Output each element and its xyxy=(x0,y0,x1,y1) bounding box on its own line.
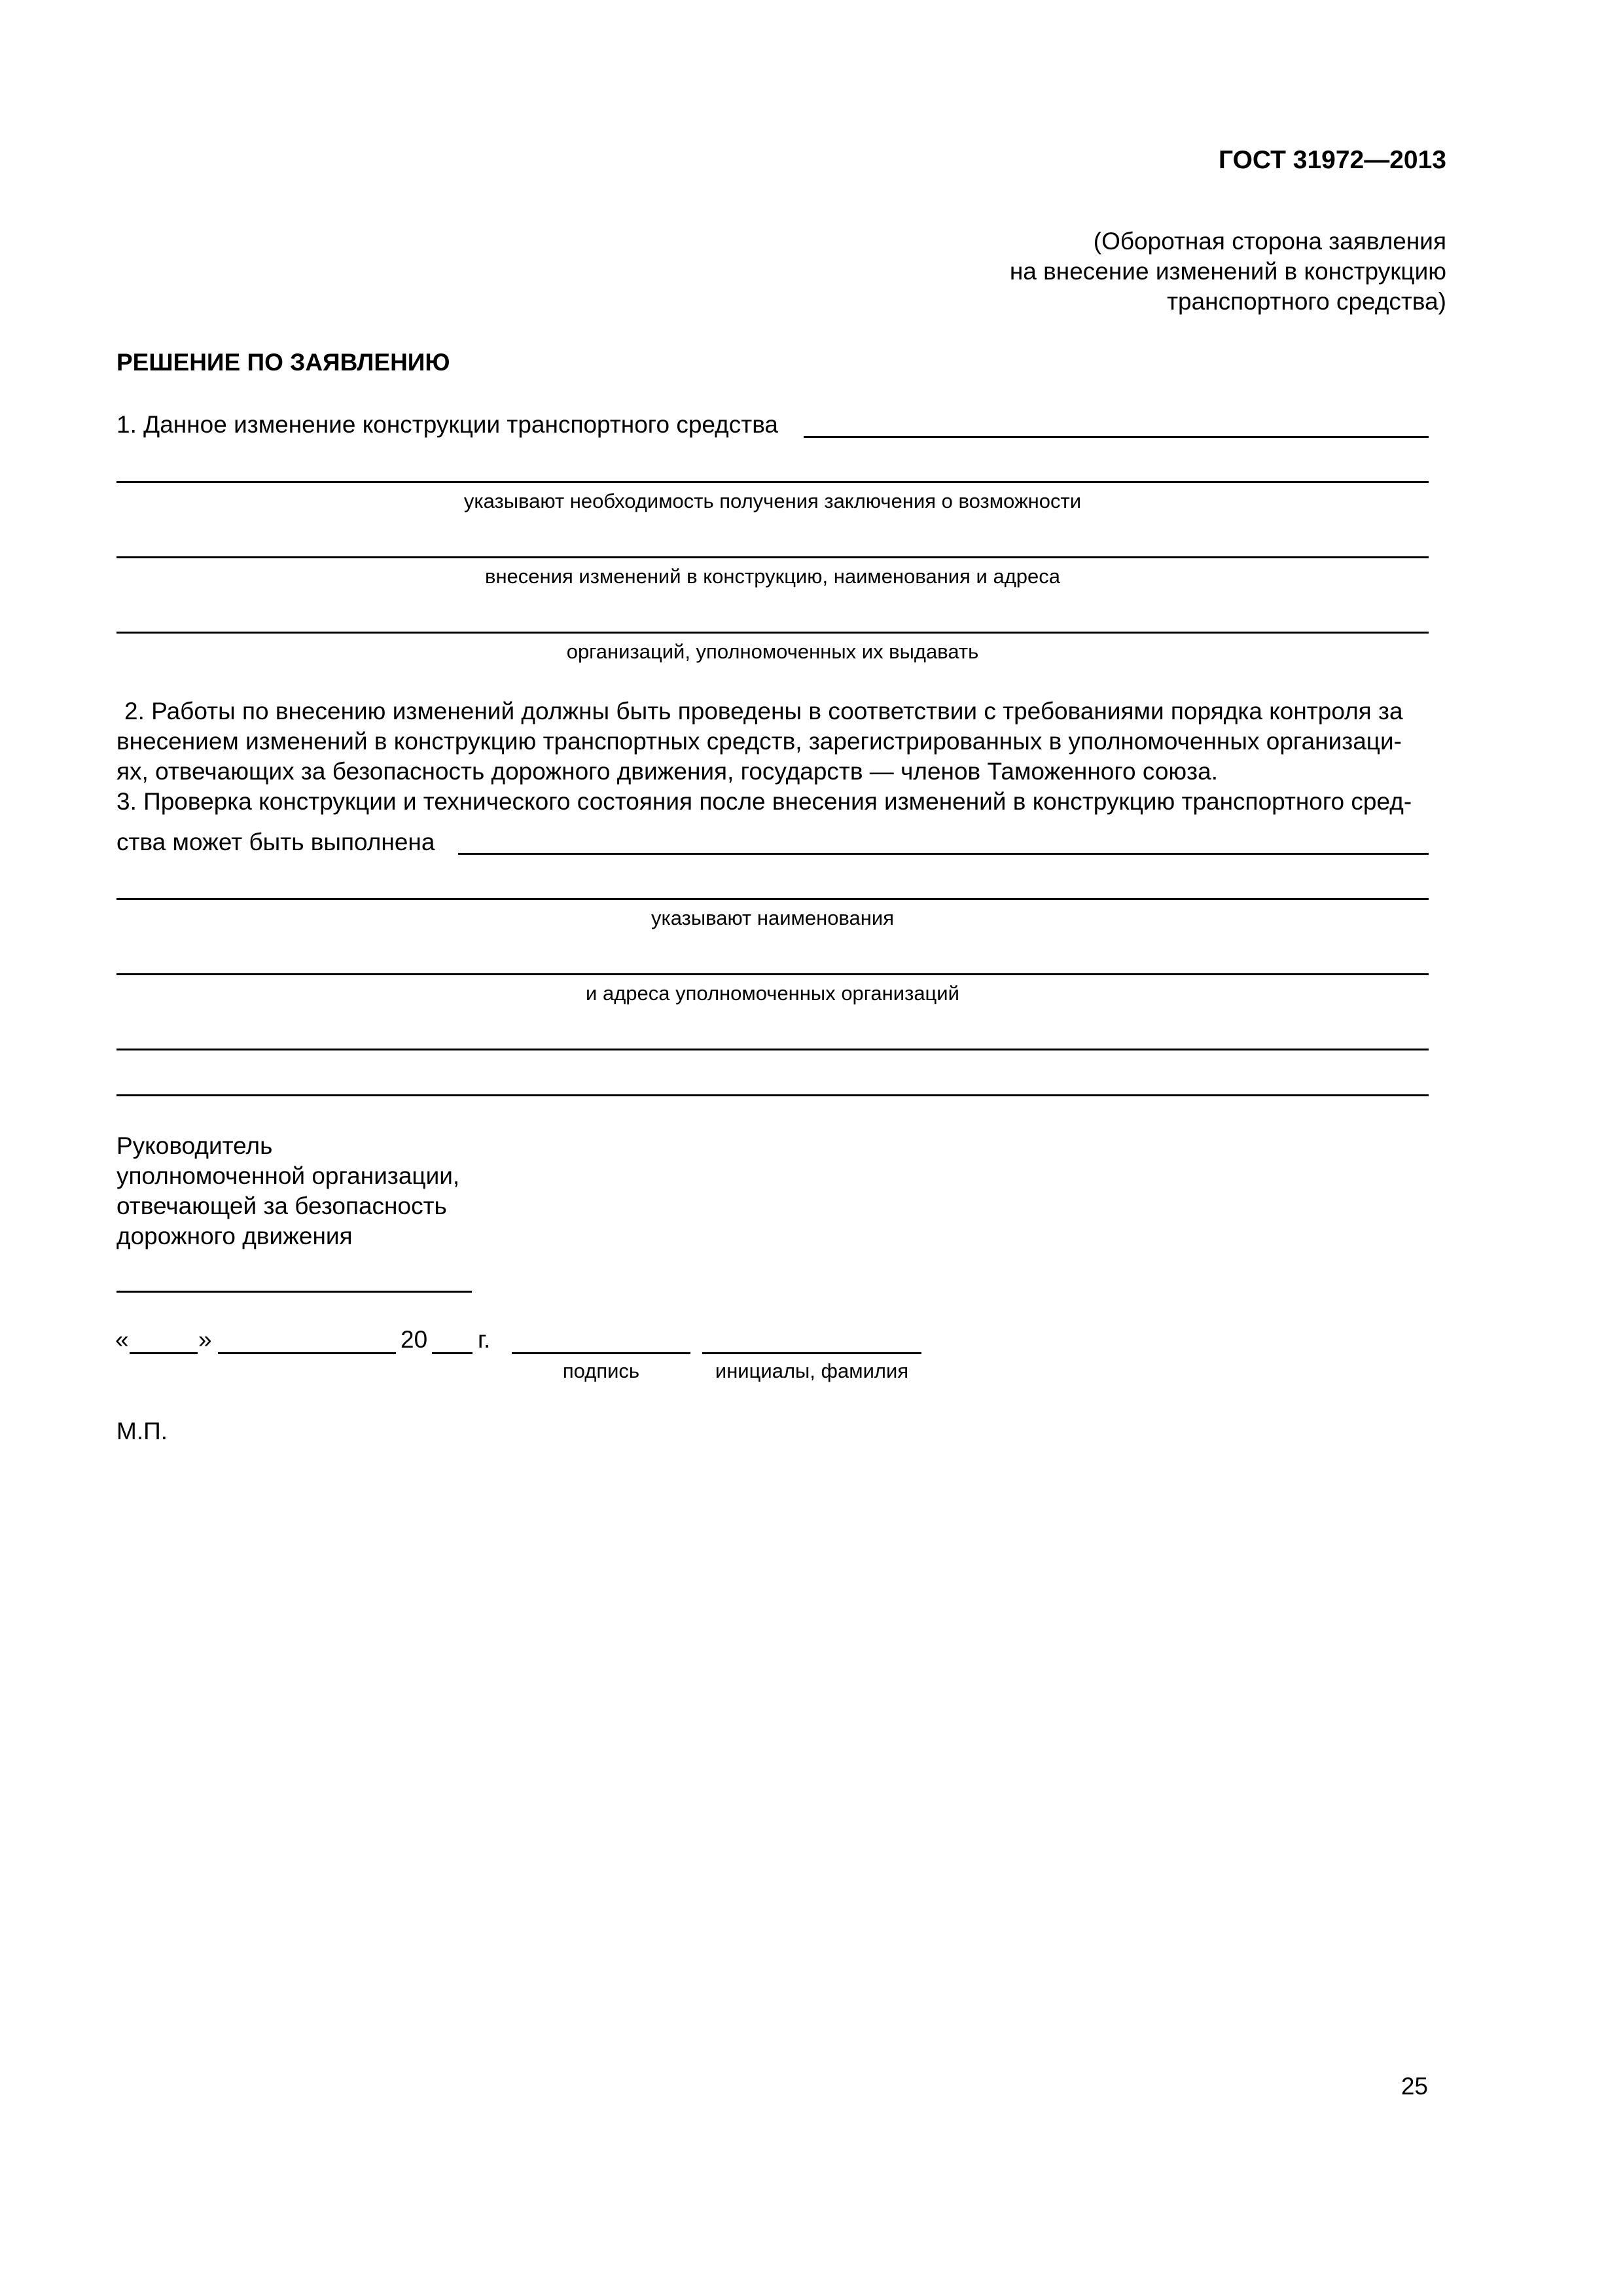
signatory-name-line[interactable] xyxy=(116,1291,472,1293)
note-line-1: (Оборотная сторона заявления xyxy=(1093,228,1446,255)
item3-line-1: 3. Проверка конструкции и технического состояния после внесения изменений в конструкцию транспортного сред- xyxy=(116,788,1412,815)
item3-fill-line-4[interactable] xyxy=(116,1049,1429,1050)
item3-caption-2: и адреса уполномоченных организаций xyxy=(586,982,959,1005)
item1-fill-line-4[interactable] xyxy=(116,632,1429,634)
note-line-3: транспортного средства) xyxy=(1167,288,1446,315)
item3-fill-line-2[interactable] xyxy=(116,898,1429,900)
item1-fill-line[interactable] xyxy=(804,436,1429,438)
year-fill-line[interactable] xyxy=(432,1352,473,1354)
note-line-2: на внесение изменений в конструкцию xyxy=(1009,258,1446,285)
year-prefix: 20 xyxy=(401,1326,428,1353)
page-number: 25 xyxy=(1400,2073,1428,2100)
signature-caption: подпись xyxy=(562,1359,640,1382)
item2-line-2: внесением изменений в конструкцию транспортных средств, зарегистрированных в уполномоченных организаци- xyxy=(116,728,1402,755)
signatory-line-4: дорожного движения xyxy=(116,1223,353,1249)
standard-id: ГОСТ 31972—2013 xyxy=(1219,146,1446,174)
item2-line-3: ях, отвечающих за безопасность дорожного движения, государств — членов Таможенного союза. xyxy=(116,758,1218,785)
item1-text: 1. Данное изменение конструкции транспортного средства xyxy=(116,411,779,438)
section-title: РЕШЕНИЕ ПО ЗАЯВЛЕНИЮ xyxy=(116,349,450,376)
date-open-quote: « xyxy=(115,1326,129,1353)
item1-caption-2: внесения изменений в конструкцию, наименования и адреса xyxy=(484,565,1061,588)
signatory-line-2: уполномоченной организации, xyxy=(116,1162,460,1189)
stamp-label: М.П. xyxy=(116,1418,168,1444)
item1-caption-3: организаций, уполномоченных их выдавать xyxy=(566,640,979,663)
item2-line-1: 2. Работы по внесению изменений должны быть проведены в соответствии с требованиями порядка контроля за xyxy=(124,698,1403,725)
item3-fill-line-3[interactable] xyxy=(116,973,1429,975)
signature-fill-line[interactable] xyxy=(512,1352,690,1354)
day-fill-line[interactable] xyxy=(130,1352,198,1354)
item3-line-2: ства может быть выполнена xyxy=(116,829,435,855)
date-close-quote: » xyxy=(198,1326,212,1353)
item1-fill-line-3[interactable] xyxy=(116,556,1429,558)
signatory-line-3: отвечающей за безопасность xyxy=(116,1193,447,1219)
name-fill-line[interactable] xyxy=(702,1352,921,1354)
item3-fill-line[interactable] xyxy=(458,853,1429,855)
name-caption: инициалы, фамилия xyxy=(715,1359,909,1382)
item3-caption-1: указывают наименования xyxy=(651,906,895,929)
signatory-line-1: Руководитель xyxy=(116,1132,273,1159)
item1-caption-1: указывают необходимость получения заключения о возможности xyxy=(463,490,1082,512)
item3-fill-line-5[interactable] xyxy=(116,1094,1429,1096)
month-fill-line[interactable] xyxy=(218,1352,396,1354)
year-suffix: г. xyxy=(478,1326,491,1353)
item1-fill-line-2[interactable] xyxy=(116,481,1429,483)
